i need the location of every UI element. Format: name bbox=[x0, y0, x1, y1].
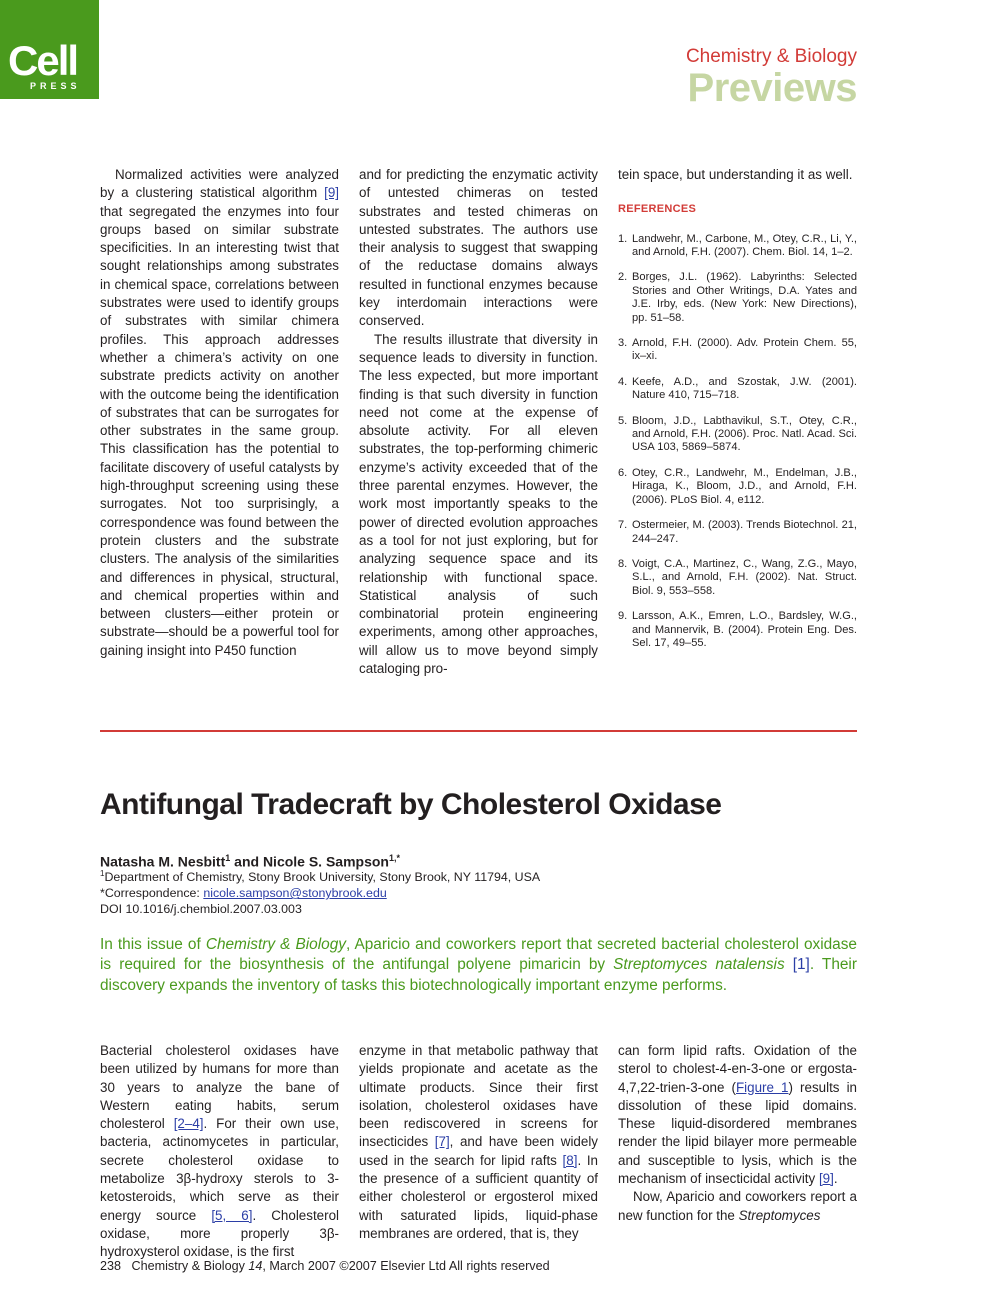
author-affiliation-mark: 1 bbox=[225, 853, 231, 863]
reference-item bbox=[618, 558, 857, 598]
reference-item bbox=[618, 271, 857, 325]
reference-number: 1. bbox=[618, 232, 628, 245]
reference-item bbox=[618, 376, 857, 403]
paragraph: Bacterial cholesterol oxidases have been utilized by humans for more than 30 years to analyze the bane of Western eating habits, serum cholesterol [2–4]. For their own use, bacteria, actinomycetes in particular, secrete cholesterol oxidase to metabolize 3β-hydroxy sterols to 3-ketosteroids, which serve as their energy source [5, 6]. Cholesterol oxidase, more properly 3β-hydroxysterol oxidase, is the first bbox=[100, 1043, 339, 1260]
abstract-journal: Chemistry & Biology bbox=[205, 936, 346, 953]
article-divider bbox=[100, 730, 857, 732]
reference-text: Voigt, C.A., Martinez, C., Wang, Z.G., Mayo, S.L., and Arnold, F.H. (2002). Nat. Struct. Biol. 9, 553–558. bbox=[632, 557, 857, 597]
citation-link[interactable]: [5, 6] bbox=[211, 1207, 253, 1223]
author-conjunction: and bbox=[230, 853, 263, 870]
citation-link[interactable]: [2–4] bbox=[173, 1116, 204, 1132]
abstract-text: . Their discovery expands the inventory of tasks this biotechnologically important enzyme performs. bbox=[100, 956, 857, 994]
references-list bbox=[618, 233, 857, 651]
paragraph: Normalized activities were analyzed by a clustering statistical algorithm [9] that segregated the enzymes into four groups based on similar substrate specificities. In an interesting twist that sought relationships among substrates in chemical space, correlations between substrates were used to identify groups of substrates with similar chimera profiles. This approach addresses whether a chimera’s activity on one substrate predicts activity on another with the outcome being the identification of substrates that can be surrogates for other substrates in the same group. This classification has the potential to facilitate discovery of useful catalysts by high-throughput screening using these surrogates. Not too surprisingly, a correspondence was found between the protein clusters and the substrate clusters. The analysis of the similarities and differences in physical, structural, and chemical properties within and between clusters—either protein or substrate—should be a powerful tool for gaining insight into P450 function bbox=[100, 167, 339, 658]
correspondence bbox=[100, 885, 540, 901]
reference-number: 7. bbox=[618, 519, 628, 532]
affiliation-mark: 1 bbox=[100, 869, 105, 878]
reference-item bbox=[618, 467, 857, 507]
author-name: Nicole S. Sampson bbox=[262, 853, 389, 870]
reference-number: 3. bbox=[618, 337, 628, 350]
reference-number: 4. bbox=[618, 375, 628, 388]
reference-item bbox=[618, 519, 857, 546]
abstract bbox=[100, 935, 857, 996]
cell-press-logo bbox=[0, 0, 99, 99]
page-number: 238 bbox=[100, 1259, 122, 1273]
reference-text: Arnold, F.H. (2000). Adv. Protein Chem. 55, ix–xi. bbox=[632, 337, 857, 363]
footer-volume: 14 bbox=[248, 1259, 263, 1273]
affiliation-block bbox=[100, 866, 540, 917]
reference-item bbox=[618, 610, 857, 650]
reference-text: Otey, C.R., Landwehr, M., Endelman, J.B., Hiraga, K., Bloom, J.D., and Arnold, F.H. (2006). PLoS Biol. 4, e112. bbox=[632, 466, 857, 506]
reference-text: Keefe, A.D., and Szostak, J.W. (2001). Nature 410, 715–718. bbox=[632, 375, 857, 402]
reference-number: 2. bbox=[618, 271, 628, 284]
logo-wordmark: Cell bbox=[8, 37, 78, 84]
reference-text: Borges, J.L. (1962). Labyrinths: Selected Stories and Other Writings, D.A. Yates and J.E. Irby, eds. (New York: New Directions), pp. 51–58. bbox=[632, 271, 857, 324]
doi: DOI 10.1016/j.chembiol.2007.03.003 bbox=[100, 902, 302, 917]
reference-number: 5. bbox=[618, 414, 628, 427]
reference-item bbox=[618, 415, 857, 455]
species-name: Streptomyces bbox=[738, 1207, 821, 1223]
paragraph: Now, Aparicio and coworkers report a new function for the Streptomyces bbox=[618, 1189, 857, 1223]
footer-copyright: , March 2007 ©2007 Elsevier Ltd All rights reserved bbox=[262, 1259, 550, 1273]
reference-item bbox=[618, 233, 857, 260]
affiliation bbox=[100, 866, 540, 885]
citation-link[interactable]: [1] bbox=[792, 956, 810, 974]
abstract-text: , Aparicio and coworkers report that secreted bacterial cholesterol oxidase is required for the biosynthesis of the antifungal polyene pimaricin by bbox=[100, 936, 857, 974]
article-title: Antifungal Tradecraft by Cholesterol Oxidase bbox=[100, 788, 722, 821]
reference-item bbox=[618, 337, 857, 364]
prev-article-column-1 bbox=[100, 166, 339, 660]
citation-link[interactable]: [9] bbox=[818, 1171, 834, 1187]
affiliation-text: Department of Chemistry, Stony Brook University, Stony Brook, NY 11794, USA bbox=[104, 870, 541, 885]
paragraph: can form lipid rafts. Oxidation of the sterol to cholest-4-en-3-one or ergosta-4,7,22-trien-3-one (Figure 1) results in dissolution of these lipid domains. These liquid-disordered membranes render the lipid bilayer more permeable and susceptible to lysis, which is the mechanism of insecticidal activity [9]. bbox=[618, 1043, 858, 1187]
reference-text: Ostermeier, M. (2003). Trends Biotechnol. 21, 244–247. bbox=[632, 519, 857, 545]
logo-subtext: PRESS bbox=[30, 81, 81, 91]
reference-text: Landwehr, M., Carbone, M., Otey, C.R., Li, Y., and Arnold, F.H. (2007). Chem. Biol. 14, 1–2. bbox=[632, 232, 857, 258]
article-column-1 bbox=[100, 1042, 339, 1262]
paragraph: and for predicting the enzymatic activity of untested chimeras on tested substrates and tested chimeras on untested substrates. The authors use their analysis to suggest that swapping of the reductase domains always resulted in functional enzymes because key interdomain interactions were conserved. bbox=[359, 167, 598, 329]
page-footer bbox=[100, 1258, 550, 1274]
author-affiliation-mark: 1,* bbox=[388, 853, 400, 863]
reference-text: Larsson, A.K., Emren, L.O., Bardsley, W.G., and Mannervik, B. (2004). Protein Eng. Des. Sel. 17, 49–55. bbox=[632, 610, 857, 649]
citation-link[interactable]: [9] bbox=[324, 185, 339, 201]
reference-number: 8. bbox=[618, 557, 628, 570]
footer-journal: Chemistry & Biology bbox=[131, 1259, 245, 1273]
reference-number: 9. bbox=[618, 610, 628, 623]
section-title: Previews bbox=[687, 66, 857, 110]
figure-link[interactable]: Figure 1 bbox=[736, 1079, 789, 1095]
article-column-3 bbox=[618, 1042, 857, 1225]
abstract-text: In this issue of bbox=[100, 936, 206, 953]
reference-number: 6. bbox=[618, 466, 628, 479]
citation-link[interactable]: [8] bbox=[562, 1152, 578, 1168]
abstract-species: Streptomyces natalensis bbox=[613, 956, 785, 974]
article-column-2 bbox=[359, 1042, 598, 1243]
reference-text: Bloom, J.D., Labthavikul, S.T., Otey, C.R., and Arnold, F.H. (2006). Proc. Natl. Acad. Sci. USA 103, 5869–5874. bbox=[632, 414, 857, 454]
correspondence-email-link[interactable]: nicole.sampson@stonybrook.edu bbox=[203, 886, 387, 901]
paragraph: The results illustrate that diversity in sequence leads to diversity in function. The less expected, but more important finding is that such diversity in function need not come at the expense of absolute activity. For all eleven substrates, the top-performing chimeric enzyme’s activity exceeded that of the three parental enzymes. However, the work most importantly speaks to the power of directed evolution approaches as a tool for not just exploring, but for analyzing sequence space and its relationship with functional space. Statistical analysis of such combinatorial protein engineering experiments, among other approaches, will allow us to move beyond simply cataloging pro- bbox=[359, 331, 598, 677]
paragraph: tein space, but understanding it as well. bbox=[618, 167, 853, 182]
citation-link[interactable]: [7] bbox=[434, 1134, 450, 1150]
author-name: Natasha M. Nesbitt bbox=[100, 853, 226, 870]
paragraph: enzyme in that metabolic pathway that yields propionate and acetate as the ultimate products. Since their first isolation, cholesterol oxidases have been rediscovered in screens for insecticides [7], and have been widely used in the search for lipid rafts [8]. In the presence of a sufficient quantity of either cholesterol or ergosterol mixed with saturated lipids, liquid-phase membranes are ordered, that is, they bbox=[359, 1043, 599, 1241]
prev-article-column-2 bbox=[359, 166, 598, 678]
references-heading: REFERENCES bbox=[618, 203, 697, 216]
journal-name: Chemistry & Biology bbox=[685, 46, 857, 67]
correspondence-label: *Correspondence: bbox=[100, 886, 204, 901]
prev-article-column-3 bbox=[618, 166, 857, 662]
